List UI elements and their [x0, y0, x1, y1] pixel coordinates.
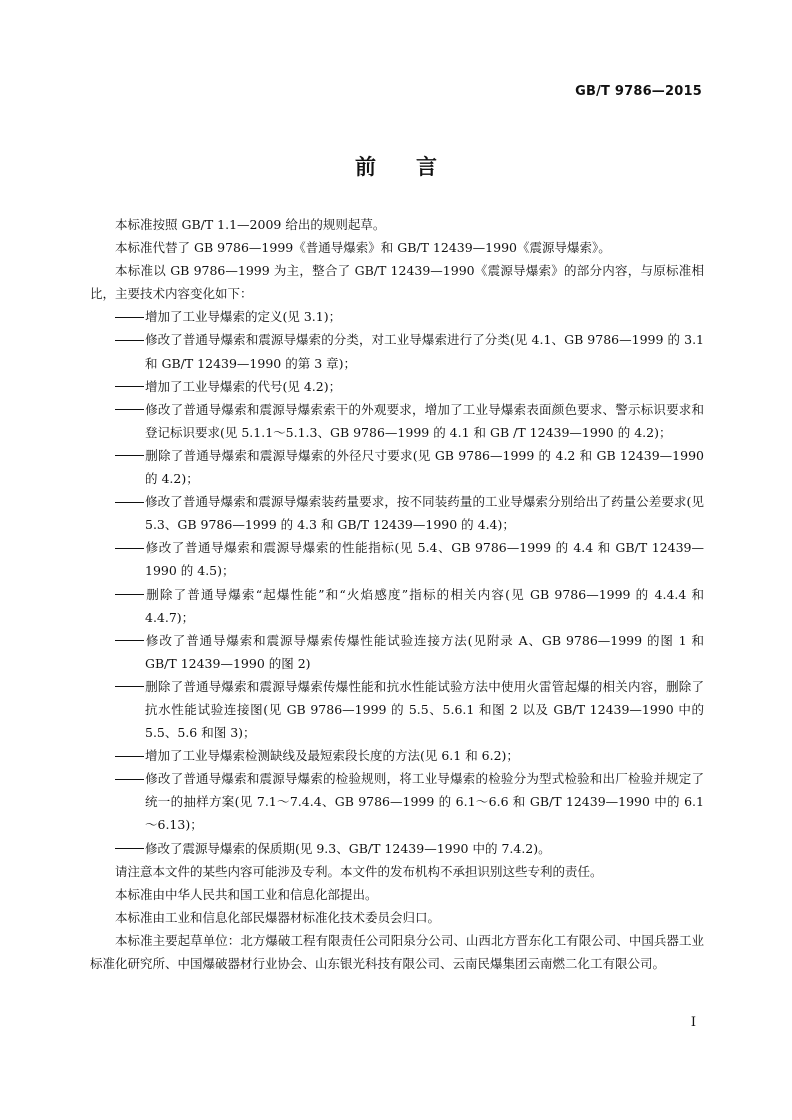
dash-marker	[115, 682, 145, 692]
dash-marker	[115, 405, 145, 415]
change-item	[90, 536, 704, 582]
closing-paragraph: 本标准主要起草单位：北方爆破工程有限责任公司阳泉分公司、山西北方晋东化工有限公司、中国兵器工业标准化研究所、中国爆破器材行业协会、山东银光科技有限公司、云南民爆集团云南燃二化工有限公司。	[90, 932, 704, 971]
intro-paragraph: 本标准以 GB 9786—1999 为主，整合了 GB/T 12439—1990《震源导爆索》的部分内容，与原标准相比，主要技术内容变化如下：	[90, 263, 704, 302]
page-number: I	[690, 1015, 696, 1030]
change-text: 修改了普通导爆索和震源导爆索的性能指标(见 5.4、GB 9786—1999 的 4.4 和 GB/T 12439—1990 的 4.5)；	[145, 540, 704, 579]
change-item	[90, 837, 704, 860]
title-char-1: 前	[355, 155, 376, 179]
foreword-body	[90, 213, 704, 975]
change-text: 修改了普通导爆索和震源导爆索索干的外观要求，增加了工业导爆索表面颜色要求、警示标识要求和登记标识要求(见 5.1.1～5.1.3、GB 9786—1999 的 4.1 和 GB /T 12439—1990 的 4.2)；	[145, 401, 704, 440]
closing-paragraph: 本标准由中华人民共和国工业和信息化部提出。	[115, 886, 378, 902]
dash-marker	[115, 498, 145, 508]
change-text: 增加了工业导爆索的代号(见 4.2)；	[145, 378, 342, 394]
change-item	[90, 744, 704, 767]
dash-marker	[115, 544, 145, 554]
change-item	[90, 375, 704, 398]
intro-paragraph: 本标准代替了 GB 9786—1999《普通导爆索》和 GB/T 12439—1990《震源导爆索》。	[115, 240, 611, 256]
change-text: 删除了普通导爆索“起爆性能”和“火焰感度”指标的相关内容(见 GB 9786—1999 的 4.4.4 和 4.4.7)；	[145, 586, 704, 625]
change-text: 修改了普通导爆索和震源导爆索传爆性能试验连接方法(见附录 A、GB 9786—1999 的图 1 和 GB/T 12439—1990 的图 2)	[145, 632, 704, 671]
dash-marker	[115, 313, 145, 323]
change-text: 删除了普通导爆索和震源导爆索传爆性能和抗水性能试验方法中使用火雷管起爆的相关内容，删除了抗水性能试验连接图(见 GB 9786—1999 的 5.5、5.6.1 和图 2 以及 GB/T 12439—1990 中的 5.5、5.6 和图 3)；	[145, 678, 704, 741]
dash-marker	[115, 636, 145, 646]
change-text: 修改了震源导爆索的保质期(见 9.3、GB/T 12439—1990 中的 7.4.2)。	[145, 840, 551, 856]
dash-marker	[115, 336, 145, 346]
dash-marker	[115, 590, 145, 600]
change-text: 删除了普通导爆索和震源导爆索的外径尺寸要求(见 GB 9786—1999 的 4.2 和 GB 12439—1990 的 4.2)；	[145, 447, 704, 487]
change-text: 修改了普通导爆索和震源导爆索的分类，对工业导爆索进行了分类(见 4.1、GB 9786—1999 的 3.1 和 GB/T 12439—1990 的第 3 章)；	[145, 332, 704, 371]
standard-code: GB/T 9786—2015	[575, 84, 702, 99]
change-item	[90, 490, 704, 536]
change-item	[90, 583, 704, 629]
change-text: 增加了工业导爆索的定义(见 3.1)；	[145, 309, 342, 325]
dash-marker	[115, 451, 145, 461]
change-item	[90, 398, 704, 444]
dash-marker	[115, 382, 145, 392]
change-item	[90, 305, 704, 328]
closing-paragraph: 本标准由工业和信息化部民爆器材标准化技术委员会归口。	[115, 909, 441, 925]
change-text: 修改了普通导爆索和震源导爆索的检验规则，将工业导爆索的检验分为型式检验和出厂检验并规定了统一的抽样方案(见 7.1～7.4.4、GB 9786—1999 的 6.1～6.6 和 GB/T 12439—1990 中的 6.1～6.13)；	[145, 771, 704, 833]
closing-paragraph: 请注意本文件的某些内容可能涉及专利。本文件的发布机构不承担识别这些专利的责任。	[115, 863, 603, 879]
dash-marker	[115, 752, 145, 762]
page-title	[0, 151, 792, 181]
change-item	[90, 444, 704, 490]
change-text: 修改了普通导爆索和震源导爆索装药量要求，按不同装药量的工业导爆索分别给出了药量公差要求(见 5.3、GB 9786—1999 的 4.3 和 GB/T 12439—1990 的 4.4)；	[145, 494, 704, 533]
change-item	[90, 328, 704, 374]
dash-marker	[115, 844, 145, 854]
intro-paragraph: 本标准按照 GB/T 1.1—2009 给出的规则起草。	[115, 217, 386, 232]
change-text: 增加了工业导爆索检测缺线及最短索段长度的方法(见 6.1 和 6.2)；	[145, 748, 519, 764]
title-char-2: 言	[416, 155, 437, 179]
change-item	[90, 675, 704, 744]
change-item	[90, 767, 704, 836]
dash-marker	[115, 775, 145, 785]
change-item	[90, 629, 704, 675]
